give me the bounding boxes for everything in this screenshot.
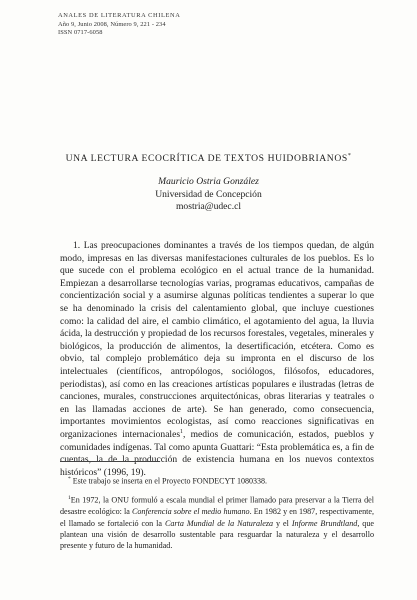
footnote-1-part-c: y el	[273, 518, 292, 528]
author-name: Mauricio Ostria González	[158, 176, 259, 187]
footnote-1-mark: 1	[68, 495, 71, 501]
footnote-star	[68, 474, 267, 487]
footnote-1-italic-1: Conferencia sobre el medio humano	[131, 507, 250, 517]
footnote-1-part-b: . En 1982 y en 1987, respectivamente, el llamado se fortaleció con la	[60, 507, 374, 528]
footnote-1-part-a: En 1972, la ONU formuló a escala mundial el primer llamado para preservar a la Tierra del desastre ecológico: la	[60, 495, 374, 517]
footnote-divider	[60, 461, 160, 462]
journal-issn: ISSN 0717-6058	[58, 29, 103, 37]
footnote-1-italic-2: Carta Mundial de la Naturaleza	[164, 518, 274, 528]
journal-issue: Año 9, Junio 2008, Número 9, 221 - 234	[58, 20, 166, 28]
author-block	[0, 176, 417, 214]
author-email: mostria@udec.cl	[175, 201, 242, 212]
footnote-1-italic-3: Informe Brundtland	[291, 518, 358, 528]
title-note-mark: *	[347, 153, 352, 159]
paragraph-1-part-b: , medios de comunicación, estados, pueblos y comunidades indígenas. Tal como apunta Guattari: “Esta problemática es, a fin de cuentas, la de la producción de existencia humana en los nuevos contextos históricos” (1996, 19).	[60, 428, 374, 478]
footnote-1-text	[60, 493, 374, 552]
paragraph-1-part-a: 1. Las preocupaciones dominantes a través de los tiempos quedan, de algún modo, impresas en las diversas manifestaciones culturales de los pueblos. Es lo que sucede con el problema ecológico en el actual trance de la humanidad. Empiezan a desarrollarse tecnologías varias, programas educativos, campañas de concientización social y a asumirse algunas políticas tendientes a superar lo que se ha denominado la crisis del calentamiento global, que incluye cuestiones como: la calidad del aire, el cambio climático, el agotamiento del agua, la lluvia ácida, la destrucción y propiedad de los recursos forestales, vegetales, minerales y biológicos, la producción de alimentos, la desertificación, etcétera. Como es obvio, tal complejo problemático deja su impronta en el discurso de los intelectuales (científicos, antropólogos, sociólogos, filósofos, educadores, periodistas), así como en las creaciones artísticas populares e ilustradas (letras de canciones, murales, construcciones arquitectónicas, obras literarias y teatrales o en las llamadas acciones de arte). Se han generado, como consecuencia, importantes movimientos ecologistas, así como reacciones significativas en organizaciones internacionales	[60, 240, 374, 440]
footnote-1-part-d: , que plantean una visión de desarrollo sustentable para resguardar la naturaleza y el desarrollo presente y futuro de la humanidad.	[60, 518, 374, 551]
journal-name: ANALES DE LITERATURA CHILENA	[58, 12, 181, 19]
article-title-text: UNA LECTURA ECOCRÍTICA DE TEXTOS HUIDOBRIANOS	[65, 153, 348, 165]
article-title	[0, 153, 417, 164]
journal-header	[58, 12, 180, 38]
footnote-ref-1: 1	[180, 428, 184, 435]
author-affiliation: Universidad de Concepción	[155, 188, 262, 200]
paragraph-1	[60, 240, 374, 479]
body-text	[60, 240, 374, 479]
footnote-star-mark: *	[68, 476, 71, 482]
footnote-1	[60, 493, 374, 552]
footnote-star-text: Este trabajo se inserta en el Proyecto FONDECYT 1080338.	[72, 476, 268, 486]
